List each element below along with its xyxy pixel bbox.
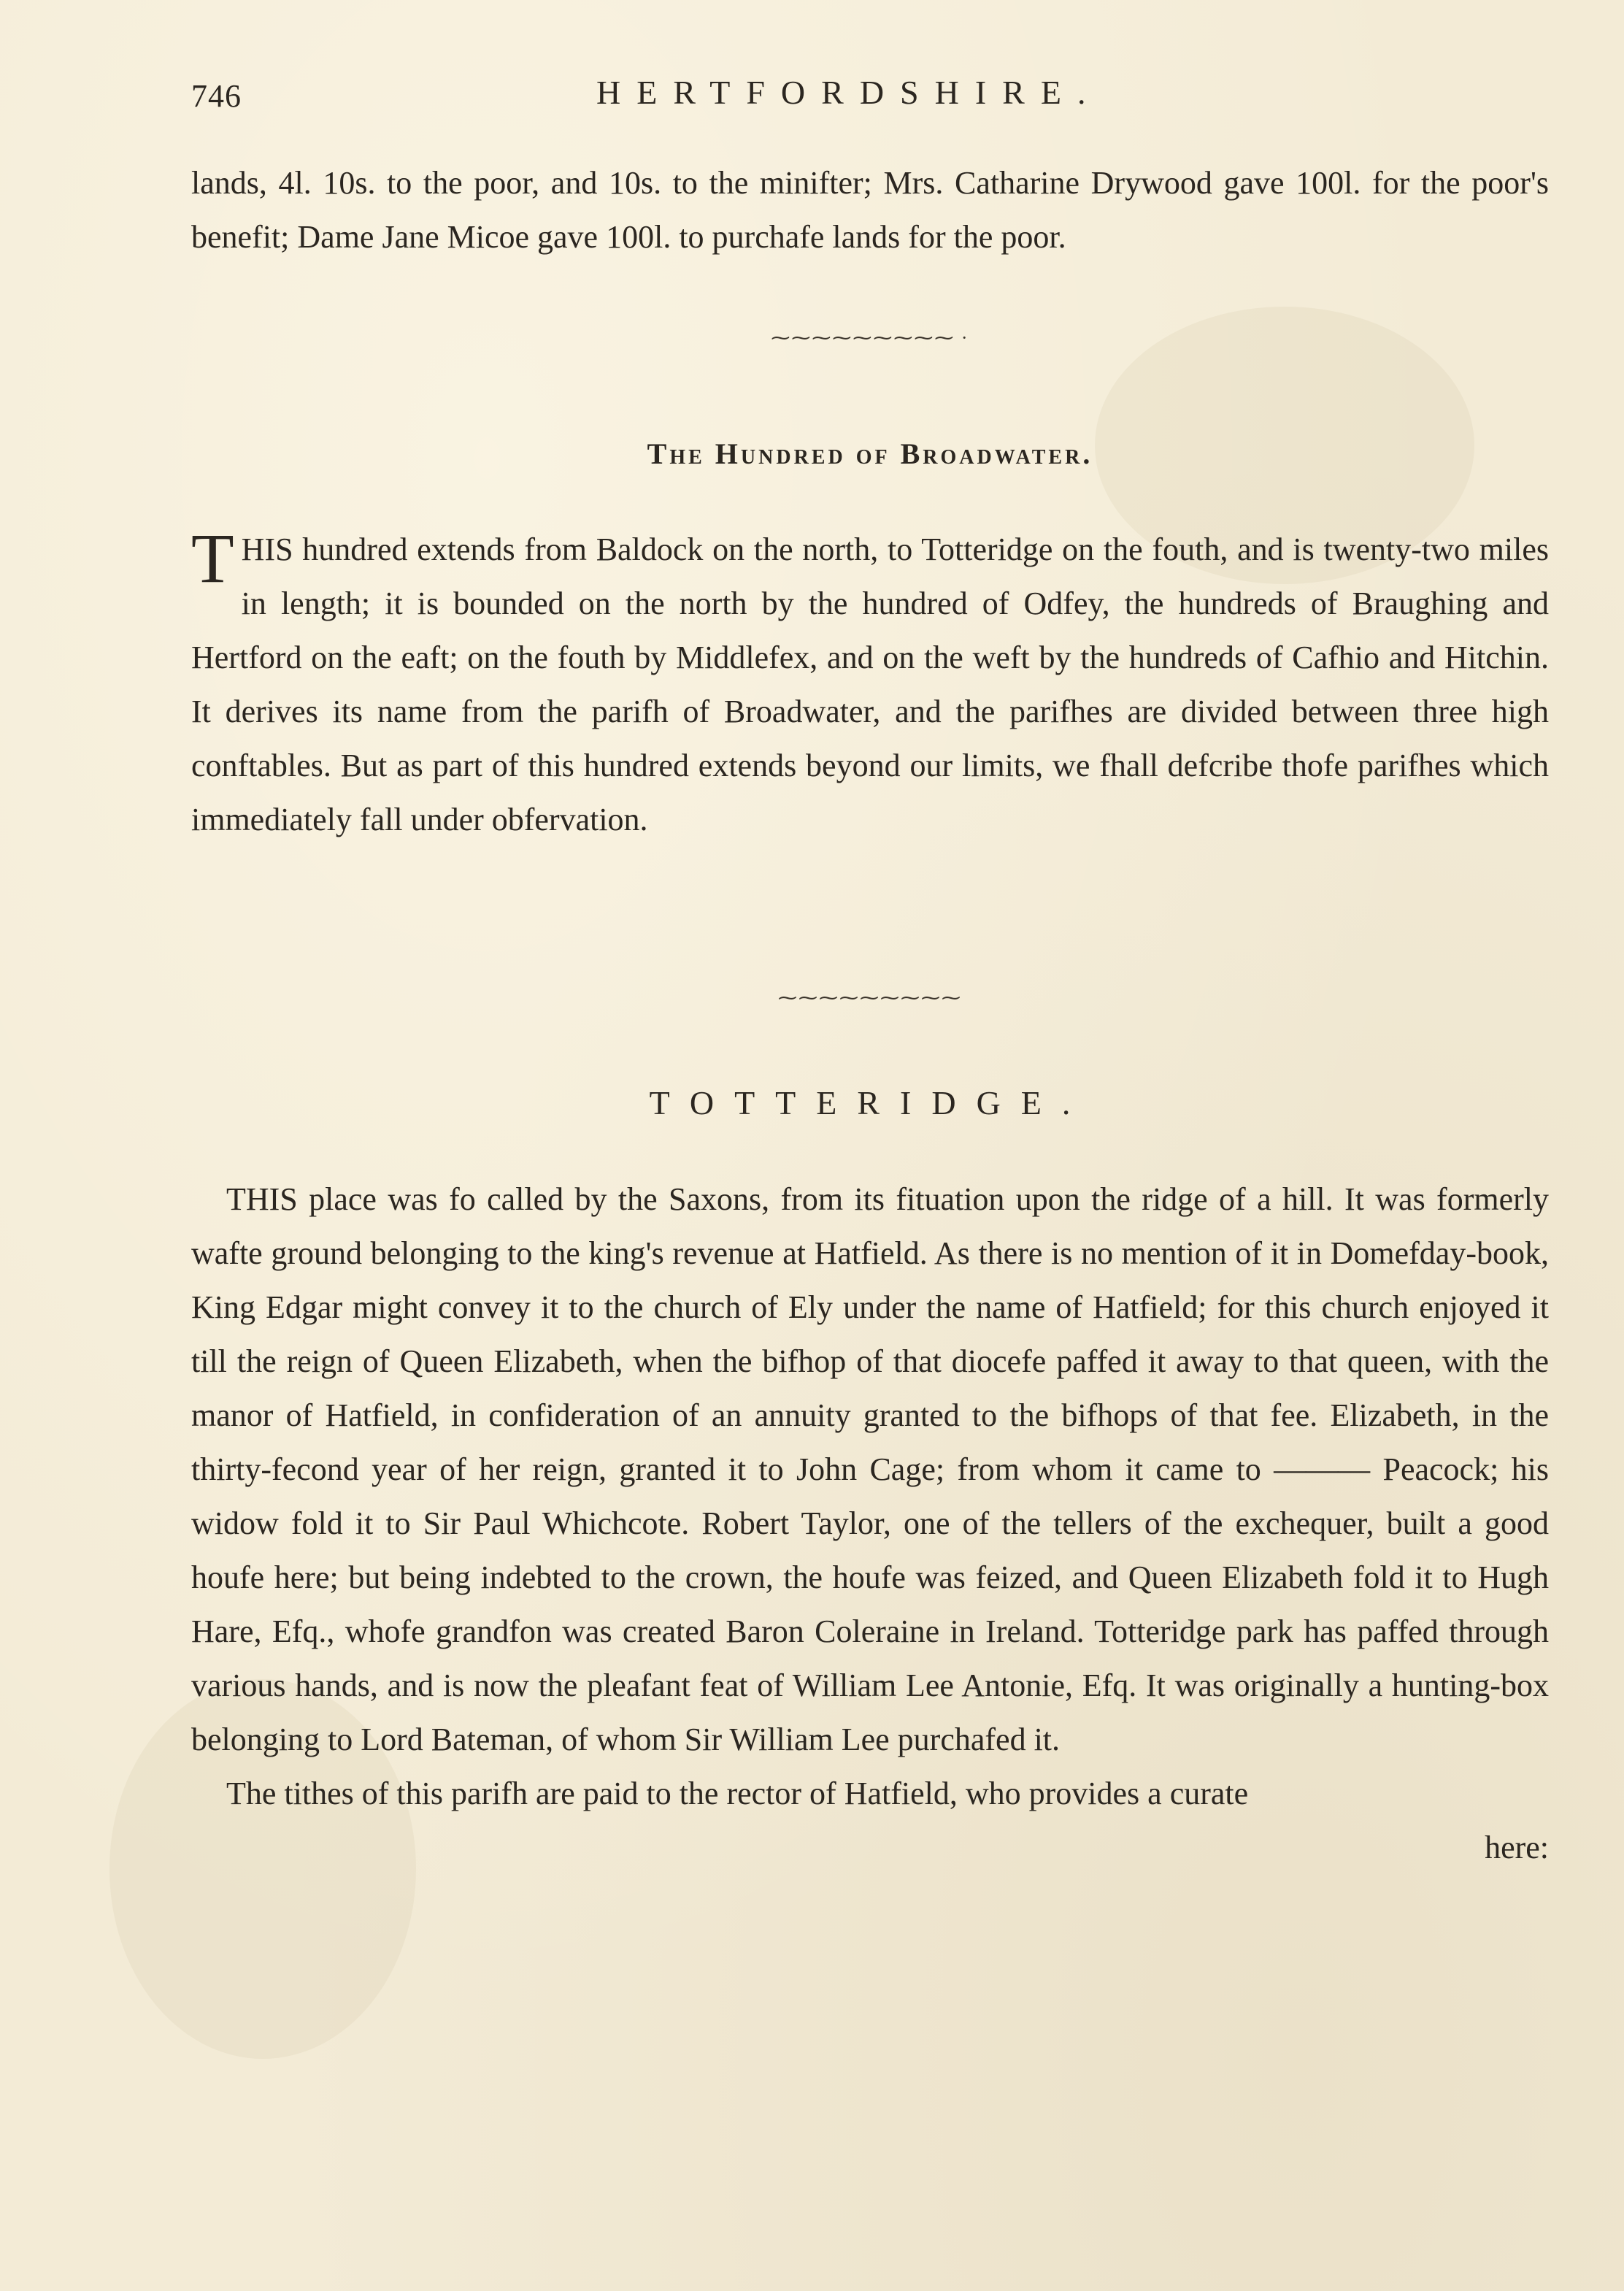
totteridge-paragraph-2-end: here: [1485, 1830, 1549, 1865]
broadwater-text [191, 519, 1549, 847]
drop-cap: T [191, 519, 234, 597]
ornamental-divider: ⁓⁓⁓⁓⁓⁓⁓⁓⁓ · [771, 327, 969, 348]
running-title: HERTFORDSHIRE. [596, 74, 1102, 111]
totteridge-text [191, 1173, 1549, 1875]
page-number: 746 [191, 78, 242, 114]
ornamental-divider: ⁓⁓⁓⁓⁓⁓⁓⁓⁓ [778, 987, 962, 1008]
totteridge-paragraph-1: THIS place was fo called by the Saxons, from its fituation upon the ridge of a hill. It was formerly wafte ground belonging to the king's revenue at Hatfield. As there is no mention of it in Domefday-book, King Edgar might convey it to the church of Ely under the name of Hatfield; for this church enjoyed it till the reign of Queen Elizabeth, when the bifhop of that diocefe paffed it away to that queen, with the manor of Hatfield, in confideration of an annuity granted to the bifhops of that fee. Elizabeth, in the thirty-fecond year of her reign, granted it to John Cage; from whom it came to ——— Peacock; his widow fold it to Sir Paul Whichcote. Robert Taylor, one of the tellers of the exchequer, built a good houfe here; but being indebted to the crown, the houfe was feized, and Queen Elizabeth fold it to Hugh Hare, Efq., whofe grandfon was created Baron Coleraine in Ireland. Totteridge park has paffed through various hands, and is now the pleafant feat of William Lee Antonie, Efq. It was originally a hunting-box belonging to Lord Bateman, of whom Sir William Lee purchafed it. [191, 1181, 1549, 1757]
page-header [191, 73, 1549, 131]
section-heading-totteridge: TOTTERIDGE. [649, 1084, 1091, 1121]
section-heading-broadwater: The Hundred of Broadwater. [647, 437, 1093, 470]
intro-text [191, 156, 1549, 264]
broadwater-paragraph [191, 519, 1549, 847]
totteridge-paragraph-2: The tithes of this parifh are paid to the rector of Hatfield, who provides a curate [226, 1776, 1249, 1811]
intro-paragraph: lands, 4l. 10s. to the poor, and 10s. to the minifter; Mrs. Catharine Drywood gave 100l. for the poor's benefit; Dame Jane Micoe gave 100l. to purchafe lands for the poor. [191, 165, 1549, 255]
broadwater-paragraph-text: HIS hundred extends from Baldock on the north, to Totteridge on the fouth, and is twenty-two miles in length; it is bounded on the north by the hundred of Odfey, the hundreds of Braughing and Hertford on the eaft; on the fouth by Middlefex, and on the weft by the hundreds of Cafhio and Hitchin. It derives its name from the parifh of Broadwater, and the parifhes are divided between three high conftables. But as part of this hundred extends beyond our limits, we fhall defcribe thofe parifhes which immediately fall under obfervation. [191, 532, 1549, 837]
